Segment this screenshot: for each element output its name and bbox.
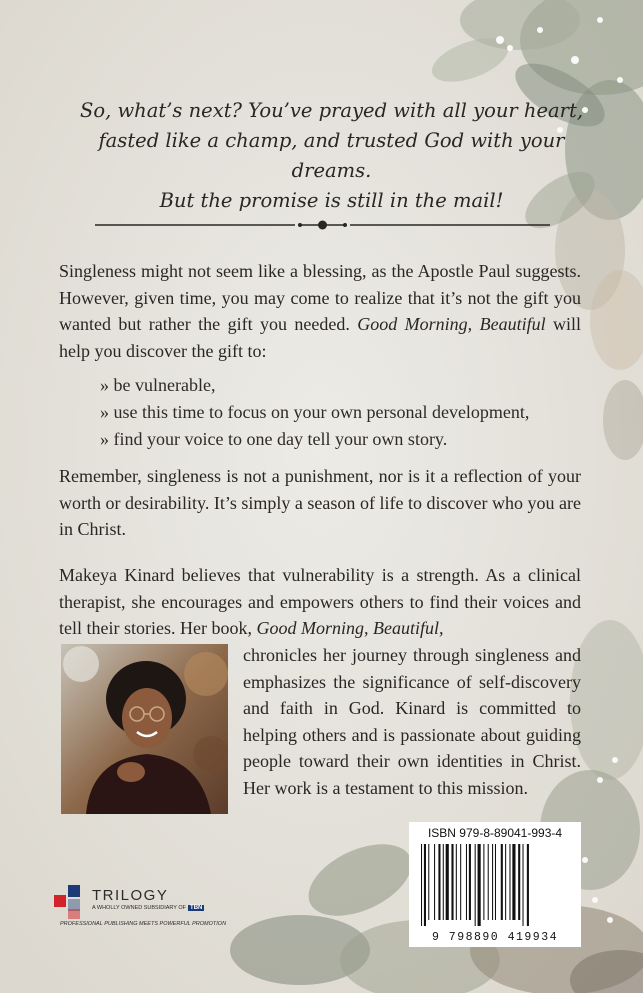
author-photo	[61, 644, 228, 814]
intro-text-after: will help you discover the gift to:	[59, 314, 581, 361]
reminder-paragraph: Remember, singleness is not a punishment, nor is it a reflection of your worth or desirability. It’s simply a season of life to discover who you are in Christ.	[59, 466, 581, 539]
bio-book-title: Good Morning, Beautiful,	[256, 618, 444, 638]
gift-list	[100, 372, 529, 453]
barcode-bars	[419, 844, 571, 926]
ornamental-divider	[95, 218, 550, 232]
publisher-subsidiary	[92, 905, 204, 911]
parent-company: TBN	[190, 905, 203, 911]
list-item: » find your voice to one day tell your own story.	[100, 426, 529, 453]
intro-text-before: Singleness might not seem like a blessing, as the Apostle Paul suggests. However, given time, you may come to realize that it’s not the gift you wanted but rather the gift you needed.	[59, 261, 581, 334]
list-item: » be vulnerable,	[100, 372, 529, 399]
isbn-barcode	[409, 822, 581, 947]
intro-paragraph	[59, 258, 581, 364]
publisher-name: TRILOGY	[92, 887, 169, 904]
cover-quote	[60, 96, 603, 216]
publisher-tagline: PROFESSIONAL PUBLISHING MEETS POWERFUL PROMOTION	[60, 921, 227, 927]
bio-text-top: Makeya Kinard believes that vulnerability is a strength. As a clinical therapist, she encourages and empowers others to find their voices and tell their stories. Her book,	[59, 565, 581, 638]
isbn-number: 9 798890 419934	[431, 931, 559, 944]
subsidiary-text: A WHOLLY OWNED SUBSIDIARY OF	[92, 905, 187, 911]
list-item: » use this time to focus on your own personal development,	[100, 399, 529, 426]
quote-line-2: fasted like a champ, and trusted God with your dreams.	[98, 129, 565, 182]
quote-line-3: But the promise is still in the mail!	[159, 189, 504, 212]
bio-paragraph-side: chronicles her journey through singleness and emphasizes the significance of self-discovery and faith in God. Kinard is committed to helping others and is passionate about guiding people toward their own identities in Christ. Her work is a testament to this mission.	[243, 645, 581, 798]
intro-book-title: Good Morning, Beautiful	[357, 314, 546, 334]
quote-line-1: So, what’s next? You’ve prayed with all your heart,	[79, 99, 584, 122]
bio-paragraph-top	[59, 562, 581, 642]
publisher-logo	[54, 885, 254, 935]
publisher-mark-icon	[54, 885, 88, 919]
isbn-label: ISBN 979-8-89041-993-4	[427, 826, 563, 840]
